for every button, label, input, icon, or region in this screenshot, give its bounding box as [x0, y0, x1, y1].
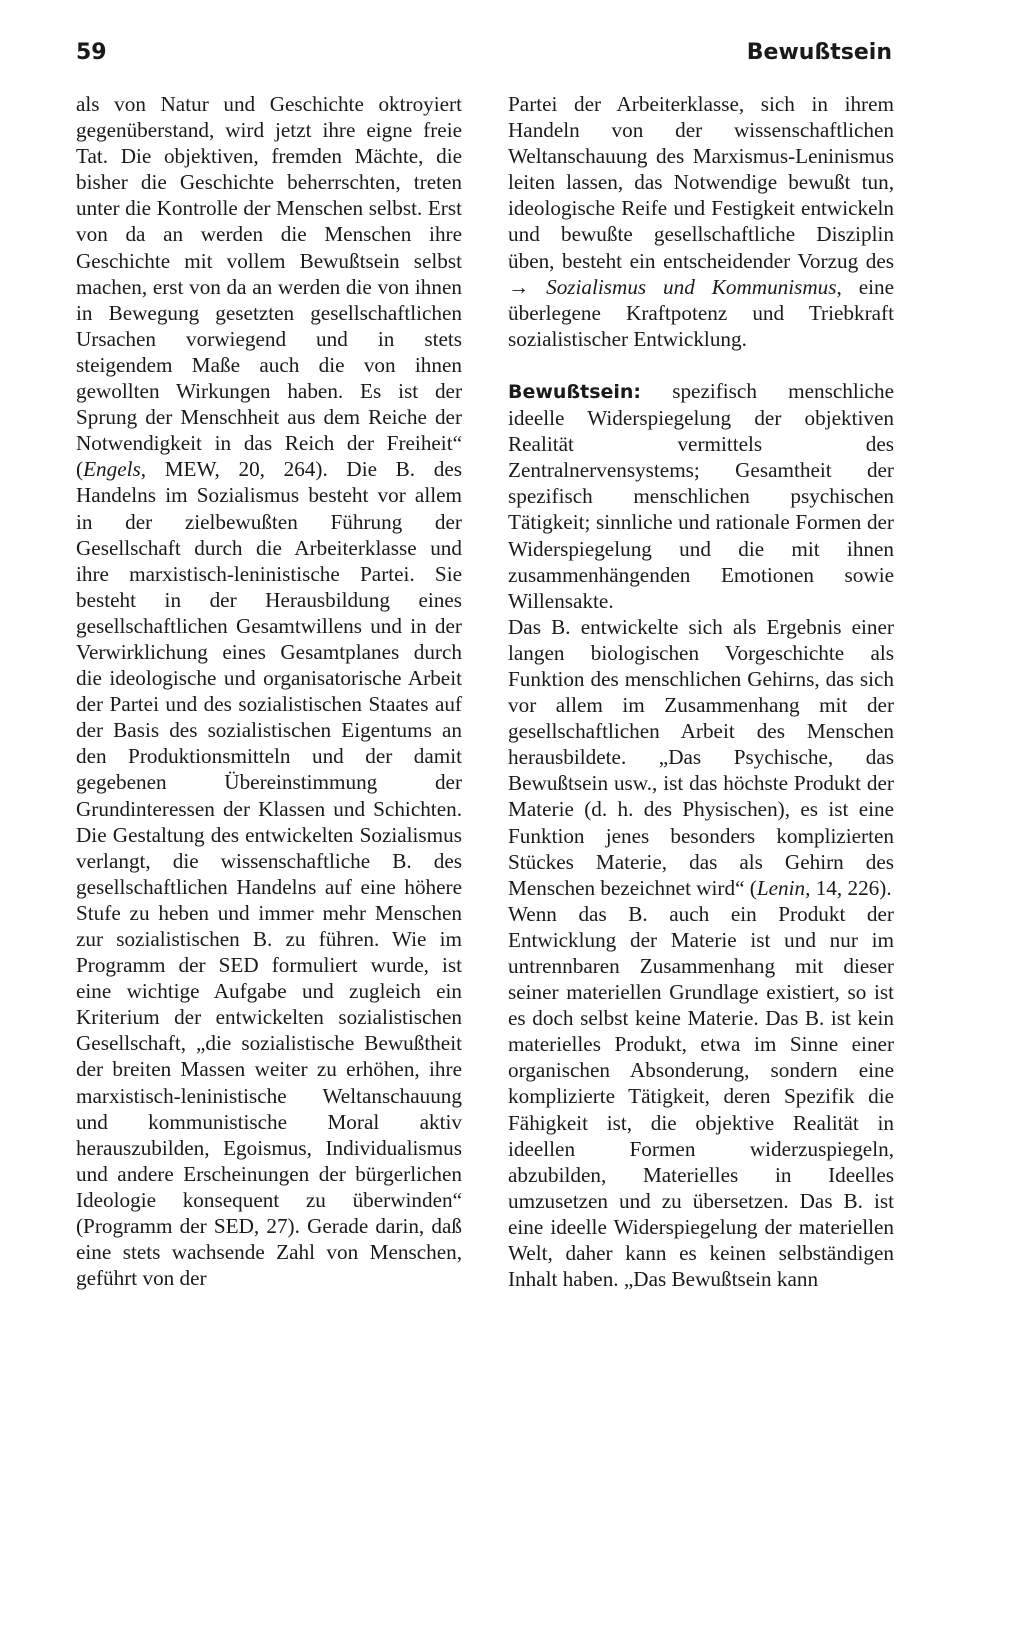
author-citation: Lenin, — [756, 875, 811, 900]
right-column — [508, 91, 894, 1292]
paragraph-text: , eine überlegene Kraftpotenz und Triebkraft sozialistischer Entwicklung. — [508, 274, 895, 351]
author-citation: Engels — [83, 457, 141, 482]
body-paragraph: Wenn das B. auch ein Produkt der Entwicklung der Materie ist und nur im untrennbaren Zusammenhang mit dieser seiner materiellen Grundlage existiert, so ist es doch selbst keine Materie. Das B. ist kein materielles Produkt, etwa im Sinne einer organischen Absonderung, sondern eine komplizierte Tätigkeit, deren Spezifik die Fähigkeit ist, die objektive Realität in ideellen Formen widerzuspiegeln, abzubilden, Materielles in Ideelles umzusetzen und zu übersetzen. Das B. ist eine ideelle Widerspiegelung der materiellen Welt, daher kann es keinen selbständigen Inhalt haben. „Das Bewußtsein kann — [508, 901, 894, 1292]
paragraph-text: , MEW, 20, 264). Die B. des Handelns im Sozialismus besteht vor allem in der zielbewußten Führung der Gesellschaft durch die Arbeiterklasse und ihre marxistisch-leninistische Partei. Sie besteht in der Herausbildung eines gesellschaftlichen Gesamtwillens und in der Verwirklichung eines Gesamtplanes durch die ideologische und organisatorische Arbeit der Partei und des sozialistischen Staates auf der Basis des sozialistischen Eigentums an den Produktionsmitteln und der damit gegebenen Übereinstimmung der Grundinteressen der Klassen und Schichten. Die Gestaltung des entwickelten Sozialismus verlangt, die wissenschaftliche B. des gesellschaftlichen Handelns auf eine höhere Stufe zu heben und immer mehr Menschen zur sozialistischen B. zu führen. Wie im Programm der SED formuliert wurde, ist eine wichtige Aufgabe und zugleich ein Kriterium der entwickelten sozialistischen Gesellschaft, „die sozialistische Bewußtheit der breiten Massen weiter zu erhöhen, ihre marxistisch-leninistische Weltanschauung und kommunistische Moral aktiv herauszubilden, Egoismus, Individualismus und andere Erscheinungen der bürgerlichen Ideologie konsequent zu überwinden“ (Programm der SED, 27). Gerade darin, daß eine stets wachsende Zahl von Menschen, geführt von der — [76, 457, 462, 1291]
page-number: 59 — [76, 40, 107, 65]
continuation-paragraph — [508, 91, 894, 352]
paragraph-text: Das B. entwickelte sich als Ergebnis einer langen biologischen Vorgeschichte als Funktion des menschlichen Gehirns, das sich vor allem im Zusammenhang mit der gesellschaftlichen Arbeit des Menschen herausbildete. „Das Psychische, das Bewußtsein usw., ist das höchste Produkt der Materie (d. h. des Physischen), es ist eine Funktion jenes besonders komplizierten Stückes Materie, das als Gehirn des Menschen bezeichnet wird“ ( — [508, 614, 894, 900]
dictionary-entry — [508, 378, 894, 614]
paragraph-text: als von Natur und Geschichte oktroyiert gegenüberstand, wird jetzt ihre eigne freie Tat. Die objektiven, fremden Mächte, die bisher die Geschichte beherrschten, treten unter die Kontrolle der Menschen selbst. Erst von da an werden die Menschen ihre Geschichte mit vollem Bewußtsein selbst machen, erst von da an werden die von ihnen in Bewegung gesetzten gesellschaftlichen Ursachen vorwiegend und in stets steigendem Maße auch die von ihnen gewollten Wirkungen haben. Es ist der Sprung der Menschheit aus dem Reiche der Notwendigkeit in das Reich der Freiheit“ ( — [76, 92, 462, 482]
paragraph-text: 14, 226). — [810, 875, 892, 900]
cross-reference-link[interactable]: Sozialismus und Kommunismus — [546, 274, 837, 299]
entry-spacer — [508, 352, 894, 378]
entry-headword: Bewußtsein: — [508, 380, 642, 403]
paragraph-text: Partei der Arbeiterklasse, sich in ihrem Handeln von der wissenschaftlichen Weltanschauung des Marxismus-Leninismus leiten lassen, das Notwendige bewußt tun, ideologische Reife und Festigkeit entwickeln und bewußte gesellschaftliche Disziplin üben, besteht ein entscheidender Vorzug des — [508, 92, 894, 273]
left-column — [76, 91, 462, 1291]
cross-reference-arrow: → — [508, 274, 530, 299]
running-head: Bewußtsein — [746, 40, 892, 65]
continuation-paragraph — [76, 91, 462, 1291]
body-paragraph — [508, 614, 894, 901]
entry-definition: spezifisch menschliche ideelle Widerspiegelung der objektiven Realität vermittels des Zentralnervensystems; Gesamtheit der spezifisch menschlichen psychischen Tätigkeit; sinnliche und rationale Formen der Widerspiegelung und die mit ihnen zusammenhängenden Emotionen sowie Willensakte. — [508, 378, 894, 613]
page-header — [76, 40, 892, 80]
